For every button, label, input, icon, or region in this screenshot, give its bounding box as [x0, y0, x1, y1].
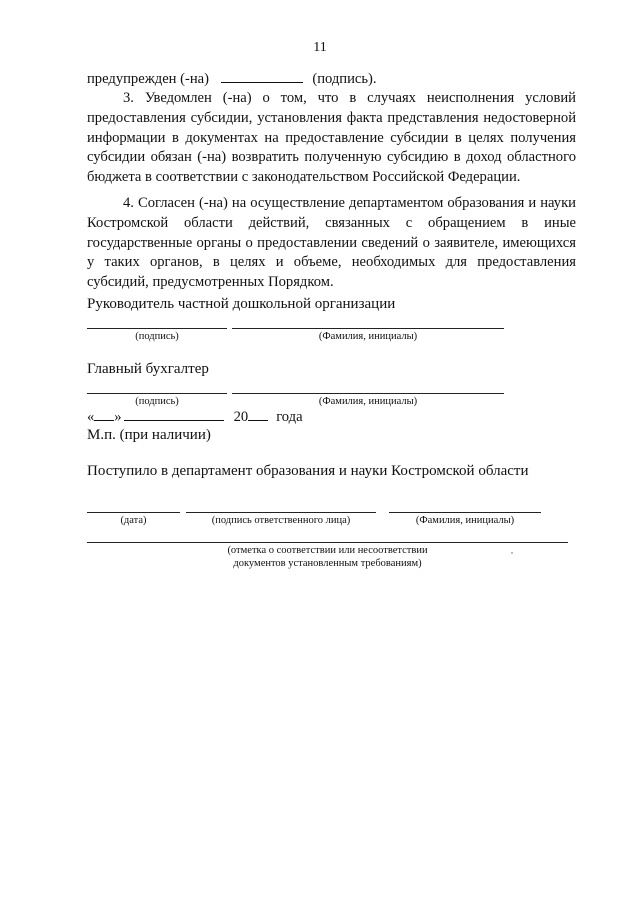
received-signature-caption: (подпись ответственного лица): [211, 515, 351, 526]
accountant-signature-caption: (подпись): [135, 396, 179, 407]
date-open-quote: «: [87, 409, 95, 425]
stamp-note: М.п. (при наличии): [87, 427, 211, 443]
date-year-blank: [248, 408, 268, 421]
warned-suffix: (подпись).: [312, 71, 377, 87]
accountant-signature-line: [87, 393, 227, 394]
accountant-title: Главный бухгалтер: [87, 361, 209, 377]
date-line: [87, 408, 303, 428]
head-signature-line: [87, 328, 227, 329]
received-name-line: [389, 512, 541, 513]
head-signature-caption: (подпись): [135, 331, 179, 342]
warned-signature-blank: [221, 70, 303, 83]
paragraph-4-text: 4. Согласен (-на) на осуществление департаментом образования и науки Костромской области действий, связанных с обращением в иные государственные органы о предоставлении сведений о заявителе, имеющихся у таких органов, в целях и объеме, необходимых для предоставления субсидий, предусмотренных Порядком.: [87, 195, 576, 291]
paragraph-3-text: 3. Уведомлен (-на) о том, что в случаях неисполнения условий предоставления субсидии, установления факта представления недостоверной информации в документах на предоставление субсидии в целях получения субсидии обязан (-на) возвратить полученную субсидию в доход областного бюджета в соответствии с законодательством Российской Федерации.: [87, 90, 576, 186]
date-year-suffix: года: [276, 409, 303, 425]
conformity-caption-line1: (отметка о соответствии или несоответствии: [227, 545, 428, 556]
warned-line: [87, 70, 377, 90]
paragraph-4: [87, 194, 576, 293]
conformity-mark-line: [87, 542, 568, 543]
received-date-line: [87, 512, 180, 513]
received-date-caption: (дата): [120, 515, 147, 526]
page-number: 11: [313, 40, 327, 55]
received-signature-line: [186, 512, 376, 513]
paragraph-3: [87, 89, 576, 188]
date-year-prefix: 20: [233, 409, 249, 425]
received-title: Поступило в департамент образования и науки Костромской области: [87, 463, 529, 479]
warned-prefix: предупрежден (-на): [87, 71, 210, 87]
accountant-name-caption: (Фамилия, инициалы): [318, 396, 418, 407]
scan-speck: [511, 552, 513, 554]
head-title: Руководитель частной дошкольной организации: [87, 296, 396, 312]
received-name-caption: (Фамилия, инициалы): [415, 515, 515, 526]
date-month-blank: [124, 408, 224, 421]
accountant-name-line: [232, 393, 504, 394]
head-name-line: [232, 328, 504, 329]
conformity-caption-line2: документов установленным требованиям): [233, 558, 422, 569]
date-close-quote: »: [114, 409, 122, 425]
head-name-caption: (Фамилия, инициалы): [318, 331, 418, 342]
date-day-blank: [94, 408, 114, 421]
